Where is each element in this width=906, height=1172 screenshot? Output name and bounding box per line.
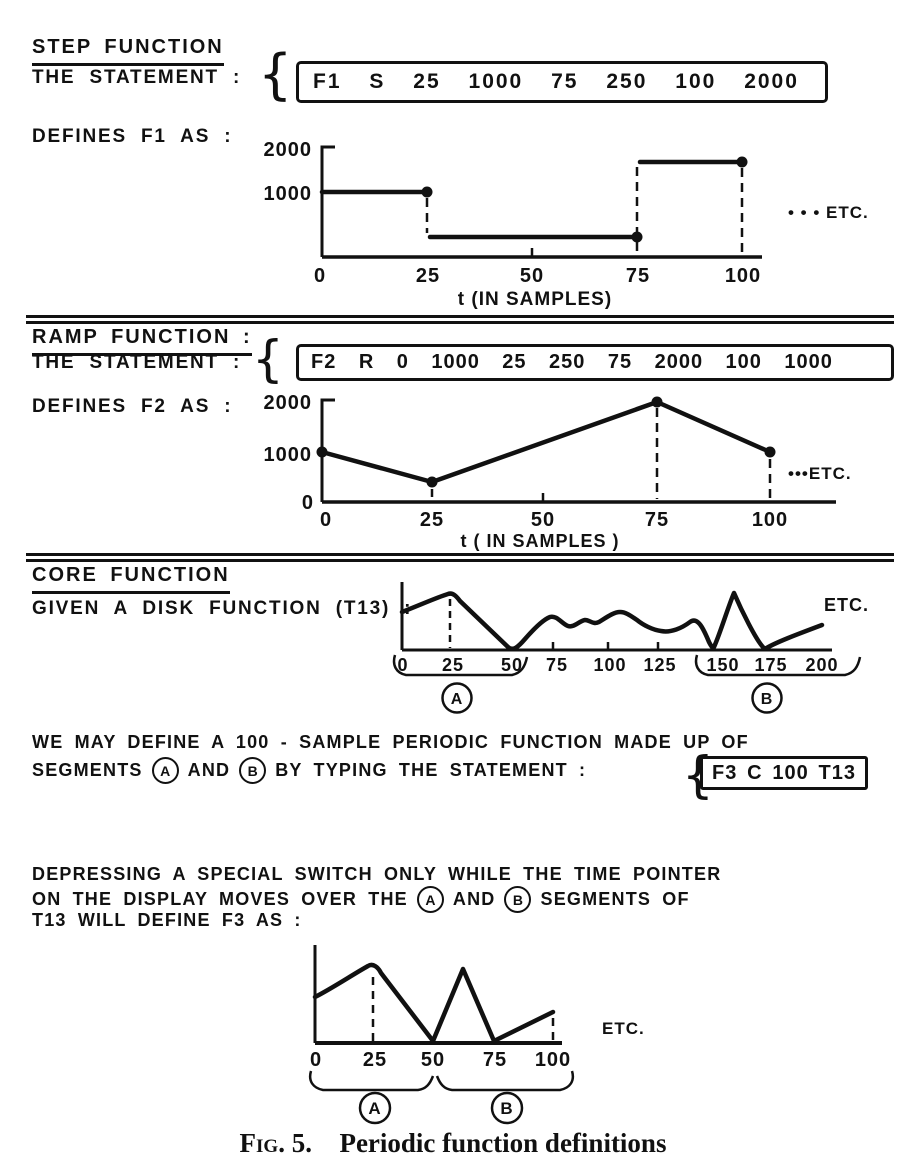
y-tick-label: 1000	[263, 444, 312, 466]
line2-text: SEGMENTS OF	[540, 889, 690, 909]
x-tick-label: 200	[805, 655, 839, 675]
x-tick-label: 50	[519, 265, 545, 287]
segment-b-badge: B	[239, 757, 266, 784]
x-tick-label: 75	[644, 509, 670, 531]
statement-token: 0	[396, 351, 409, 373]
segment-a-brace	[310, 1071, 433, 1090]
x-tick-label: 50	[530, 509, 556, 531]
data-point	[652, 397, 663, 408]
f3-curve	[315, 965, 553, 1041]
statement-token: 250	[606, 70, 648, 93]
statement-token: 250	[549, 351, 586, 373]
line2-text: AND	[187, 760, 231, 780]
x-tick-label: 0	[397, 655, 409, 675]
etc-label: •••ETC.	[788, 464, 852, 483]
x-tick-label: 0	[319, 509, 333, 531]
x-tick-label: 150	[706, 655, 740, 675]
statement-token: 1000	[784, 351, 833, 373]
x-tick-label: 25	[441, 655, 465, 675]
x-tick-label: 75	[625, 265, 651, 287]
step-curve	[322, 157, 748, 243]
x-tick-label: 100	[751, 509, 789, 531]
line2-text: AND	[452, 889, 496, 909]
x-tick-label: 100	[534, 1049, 572, 1071]
x-tick-label: 0	[313, 265, 327, 287]
ramp-open-brace: {	[252, 330, 284, 388]
statement-token: R	[358, 351, 375, 373]
y-tick-label: 0	[301, 492, 314, 514]
statement-token: 100	[725, 351, 762, 373]
f3-function-graph	[278, 938, 688, 1130]
line2-text: ON THE DISPLAY MOVES OVER THE	[32, 889, 408, 909]
x-tick-label: 25	[419, 509, 445, 531]
statement-token: T13	[818, 761, 856, 784]
step-section-heading: STEP FUNCTION	[32, 36, 224, 66]
statement-paragraph-line1: WE MAY DEFINE A 100 - SAMPLE PERIODIC FUNCTION MADE UP OF	[32, 732, 749, 752]
y-tick-label: 2000	[263, 392, 312, 414]
step-statement-box	[296, 61, 828, 103]
statement-token: 75	[607, 351, 633, 373]
data-point	[317, 447, 328, 458]
x-tick-label: 25	[415, 265, 441, 287]
figure-caption	[0, 1128, 906, 1159]
data-point	[422, 187, 433, 198]
statement-token: F3	[712, 761, 738, 784]
x-tick-label: 75	[545, 655, 569, 675]
figure-caption-title: Periodic function definitions	[339, 1128, 667, 1158]
disk-function-curve	[402, 593, 822, 649]
section-divider	[26, 553, 894, 562]
ramp-curve	[322, 402, 770, 482]
segment-b-letter: B	[500, 1099, 514, 1118]
segment-a-letter: A	[368, 1099, 382, 1118]
section-divider	[26, 315, 894, 324]
etc-label: ETC.	[602, 1019, 645, 1038]
statement-token: 75	[551, 70, 579, 93]
ramp-function-graph	[240, 386, 906, 552]
step-open-brace: {	[258, 43, 293, 106]
segment-a-badge: A	[152, 757, 179, 784]
ramp-statement-label: THE STATEMENT :	[32, 352, 242, 373]
step-defines-label: DEFINES F1 AS :	[32, 126, 233, 147]
etc-label: ETC.	[824, 595, 870, 615]
ramp-section-heading: RAMP FUNCTION :	[32, 326, 252, 356]
y-tick-label: 2000	[263, 139, 312, 161]
switch-paragraph-line2	[32, 886, 690, 913]
data-point	[737, 157, 748, 168]
segment-a-letter: A	[450, 691, 464, 708]
statement-token: 25	[413, 70, 441, 93]
x-tick-label: 175	[754, 655, 788, 675]
x-axis-label: t (IN SAMPLES)	[457, 289, 613, 310]
switch-paragraph-line1: DEPRESSING A SPECIAL SWITCH ONLY WHILE THE TIME POINTER	[32, 864, 722, 884]
step-function-graph	[240, 123, 906, 313]
statement-token: 2000	[654, 351, 704, 373]
data-point	[427, 477, 438, 488]
x-tick-label: 50	[500, 655, 524, 675]
line2-text: BY TYPING THE STATEMENT :	[275, 760, 587, 780]
core-statement-box	[700, 756, 868, 790]
statement-paragraph-line2	[32, 757, 586, 784]
ramp-statement-box	[296, 344, 894, 381]
segment-a-badge: A	[417, 886, 444, 913]
core-statement-brace: {	[682, 746, 714, 804]
figure-caption-label: Fig. 5.	[239, 1128, 312, 1158]
statement-token: F2	[311, 351, 337, 373]
disk-function-graph	[388, 576, 906, 722]
y-axis	[322, 147, 335, 257]
segment-b-letter: B	[760, 691, 774, 708]
segment-b-badge: B	[504, 886, 531, 913]
statement-token: S	[369, 70, 386, 93]
x-tick-label: 75	[482, 1049, 508, 1071]
core-section-heading: CORE FUNCTION	[32, 564, 230, 594]
data-point	[765, 447, 776, 458]
step-statement-label: THE STATEMENT :	[32, 67, 242, 88]
x-tick-label: 100	[593, 655, 627, 675]
segment-b-brace	[437, 1071, 573, 1090]
x-tick-label: 0	[309, 1049, 323, 1071]
x-tick-label: 50	[420, 1049, 446, 1071]
statement-token: 100	[772, 761, 809, 784]
statement-token: 1000	[431, 351, 480, 373]
statement-token: 100	[675, 70, 717, 93]
x-axis-label: t ( IN SAMPLES )	[460, 531, 620, 551]
line2-text: SEGMENTS	[32, 760, 143, 780]
y-tick-label: 1000	[263, 183, 312, 205]
x-tick-label: 100	[724, 265, 762, 287]
core-given-label: GIVEN A DISK FUNCTION (T13) :	[32, 598, 413, 619]
statement-token: F1	[313, 70, 342, 93]
statement-token: 25	[502, 351, 527, 373]
etc-label: • • • ETC.	[788, 203, 869, 222]
statement-token: 1000	[468, 70, 524, 93]
ramp-defines-label: DEFINES F2 AS :	[32, 396, 233, 417]
x-tick-label: 25	[362, 1049, 388, 1071]
statement-token: 2000	[744, 70, 799, 93]
statement-token: C	[747, 761, 763, 784]
switch-paragraph-line3: T13 WILL DEFINE F3 AS :	[32, 910, 302, 930]
x-tick-label: 125	[643, 655, 677, 675]
